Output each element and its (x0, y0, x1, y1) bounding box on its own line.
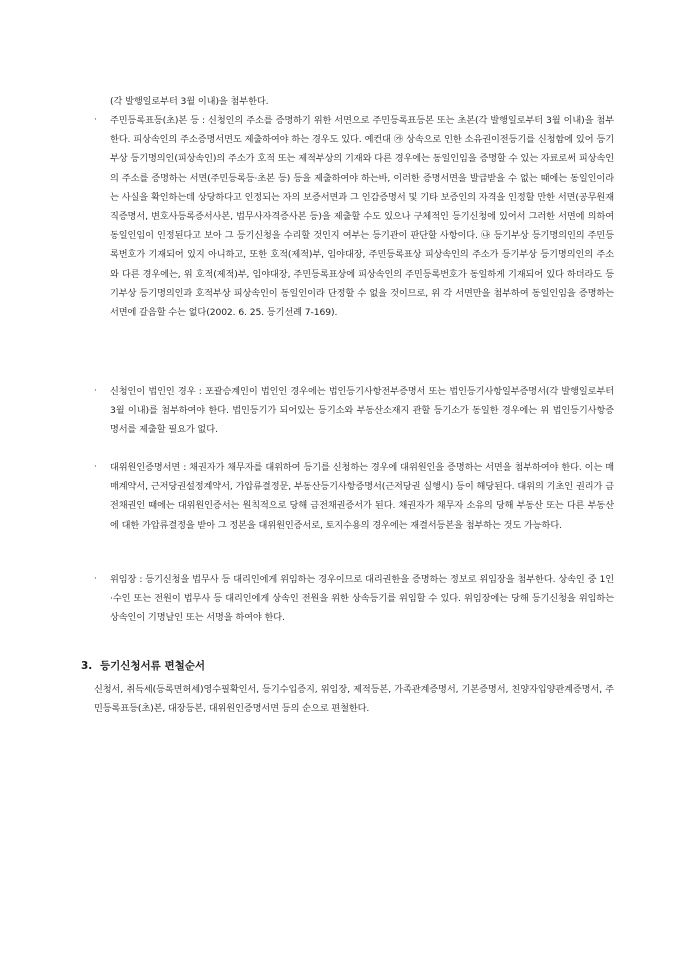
bullet-marker: · (94, 462, 97, 472)
section-heading (81, 656, 205, 676)
list-item-text: 위임장 : 등기신청을 법무사 등 대리인에게 위임하는 경우이므로 대리권한을 증명하는 정보로 위임장을 첨부한다. 상속인 중 1인·수인 또는 전원이 법무사 등 대리인에게 상속인 전원을 위한 상속등기를 위임할 수 있다. 위임장에는 당해 등기신청을 위임하는 상속인이 기명날인 또는 서명을 하여야 한다. (110, 574, 614, 624)
bullet-marker: · (94, 574, 97, 584)
list-item-text: 주민등록표등(초)본 등 : 신청인의 주소를 증명하기 위한 서면으로 주민등록표등본 또는 초본(각 발행일로부터 3월 이내)을 첨부한다. 피상속인의 주소증명서면도 제출하여야 하는 경우도 있다. 예컨대 ㉮ 상속으로 인한 소유권이전등기를 신청함에 있어 등기부상 등기명의인(피상속인)의 주소가 호적 또는 제적부상의 기재와 다른 경우에는 동일인임을 증명할 수 있는 자료로써 피상속인의 주소를 증명하는 서면(주민등록등·초본 등) 등을 제출하여야 하는바, 이러한 증명서면을 발급받을 수 없는 때에는 동일인이라는 사실을 확인하는데 상당하다고 인정되는 자의 보증서면과 그 인감증명서 및 기타 보증인의 자격을 인정할 만한 서면(공무원재직증명서, 변호사등록증서사본, 법무사자격증사본 등)을 제출할 수도 있으나 구체적인 등기신청에 있어서 그러한 서면에 의하여 동일인임이 인정된다고 보아 그 등기신청을 수리할 것인지 여부는 등기관이 판단할 사항이다. ㉯ 등기부상 등기명의인의 주민등록번호가 기재되어 있지 아니하고, 또한 호적(제적)부, 임야대장, 주민등록표상 피상속인의 주소가 등기부상 등기명의인의 주소와 다른 경우에는, 위 호적(제적)부, 임야대장, 주민등록표상에 피상속인의 주민등록번호가 동일하게 기재되어 있다 하더라도 등기부상 등기명의인과 호적부상 피상속인이 동일인이라 단정할 수 없을 것이므로, 위 각 서면만을 첨부하여 동일인임을 증명하는 서면에 갈음할 수는 없다(2002. 6. 25. 등기선례 7-169). (110, 115, 614, 319)
continuation-text: (각 발행일로부터 3월 이내)을 첨부한다. (110, 96, 269, 107)
section-number: 3. (81, 660, 93, 672)
list-item (94, 570, 614, 628)
section-body-text: 신청서, 취득세(등록면허세)영수필확인서, 등기수입증지, 위임장, 제적등본, 가족관계증명서, 기본증명서, 친양자입양관계증명서, 주민등록표등(초)본, 대장등본, 대위원인증명서면 등의 순으로 편철한다. (94, 684, 614, 715)
list-item (94, 458, 614, 535)
list-item (94, 111, 614, 322)
list-item-text: 신청인이 법인인 경우 : 포괄승계인이 법인인 경우에는 법인등기사항전부증명서 또는 법인등기사항일부증명서(각 발행일로부터 3월 이내)를 첨부하여야 한다. 법인등기가 되어있는 등기소와 부동산소재지 관할 등기소가 동일한 경우에는 위 법인등기사항증명서를 제출할 필요가 없다. (110, 386, 614, 436)
section-title: 등기신청서류 편철순서 (99, 660, 206, 672)
list-item-text: 대위원인증명서면 : 채권자가 채무자를 대위하여 등기를 신청하는 경우에 대위원인을 증명하는 서면을 첨부하여야 한다. 이는 매매계약서, 근저당권설정계약서, 가압류결정문, 부동산등기사항증명서(근저당권 실행시) 등이 해당된다. 대위의 기초인 권리가 금전채권인 때에는 대위원인증서는 원칙적으로 당해 금전채권증서가 된다. 채권자가 채무자 소유의 당해 부동산 또는 다른 부동산에 대한 가압류결정을 받아 그 정본을 대위원인증서로, 토지수용의 경우에는 재결서등본을 첨부하는 것도 가능하다. (110, 462, 614, 531)
bullet-marker: · (94, 386, 97, 396)
bullet-marker: · (94, 115, 97, 125)
list-item (94, 382, 614, 440)
